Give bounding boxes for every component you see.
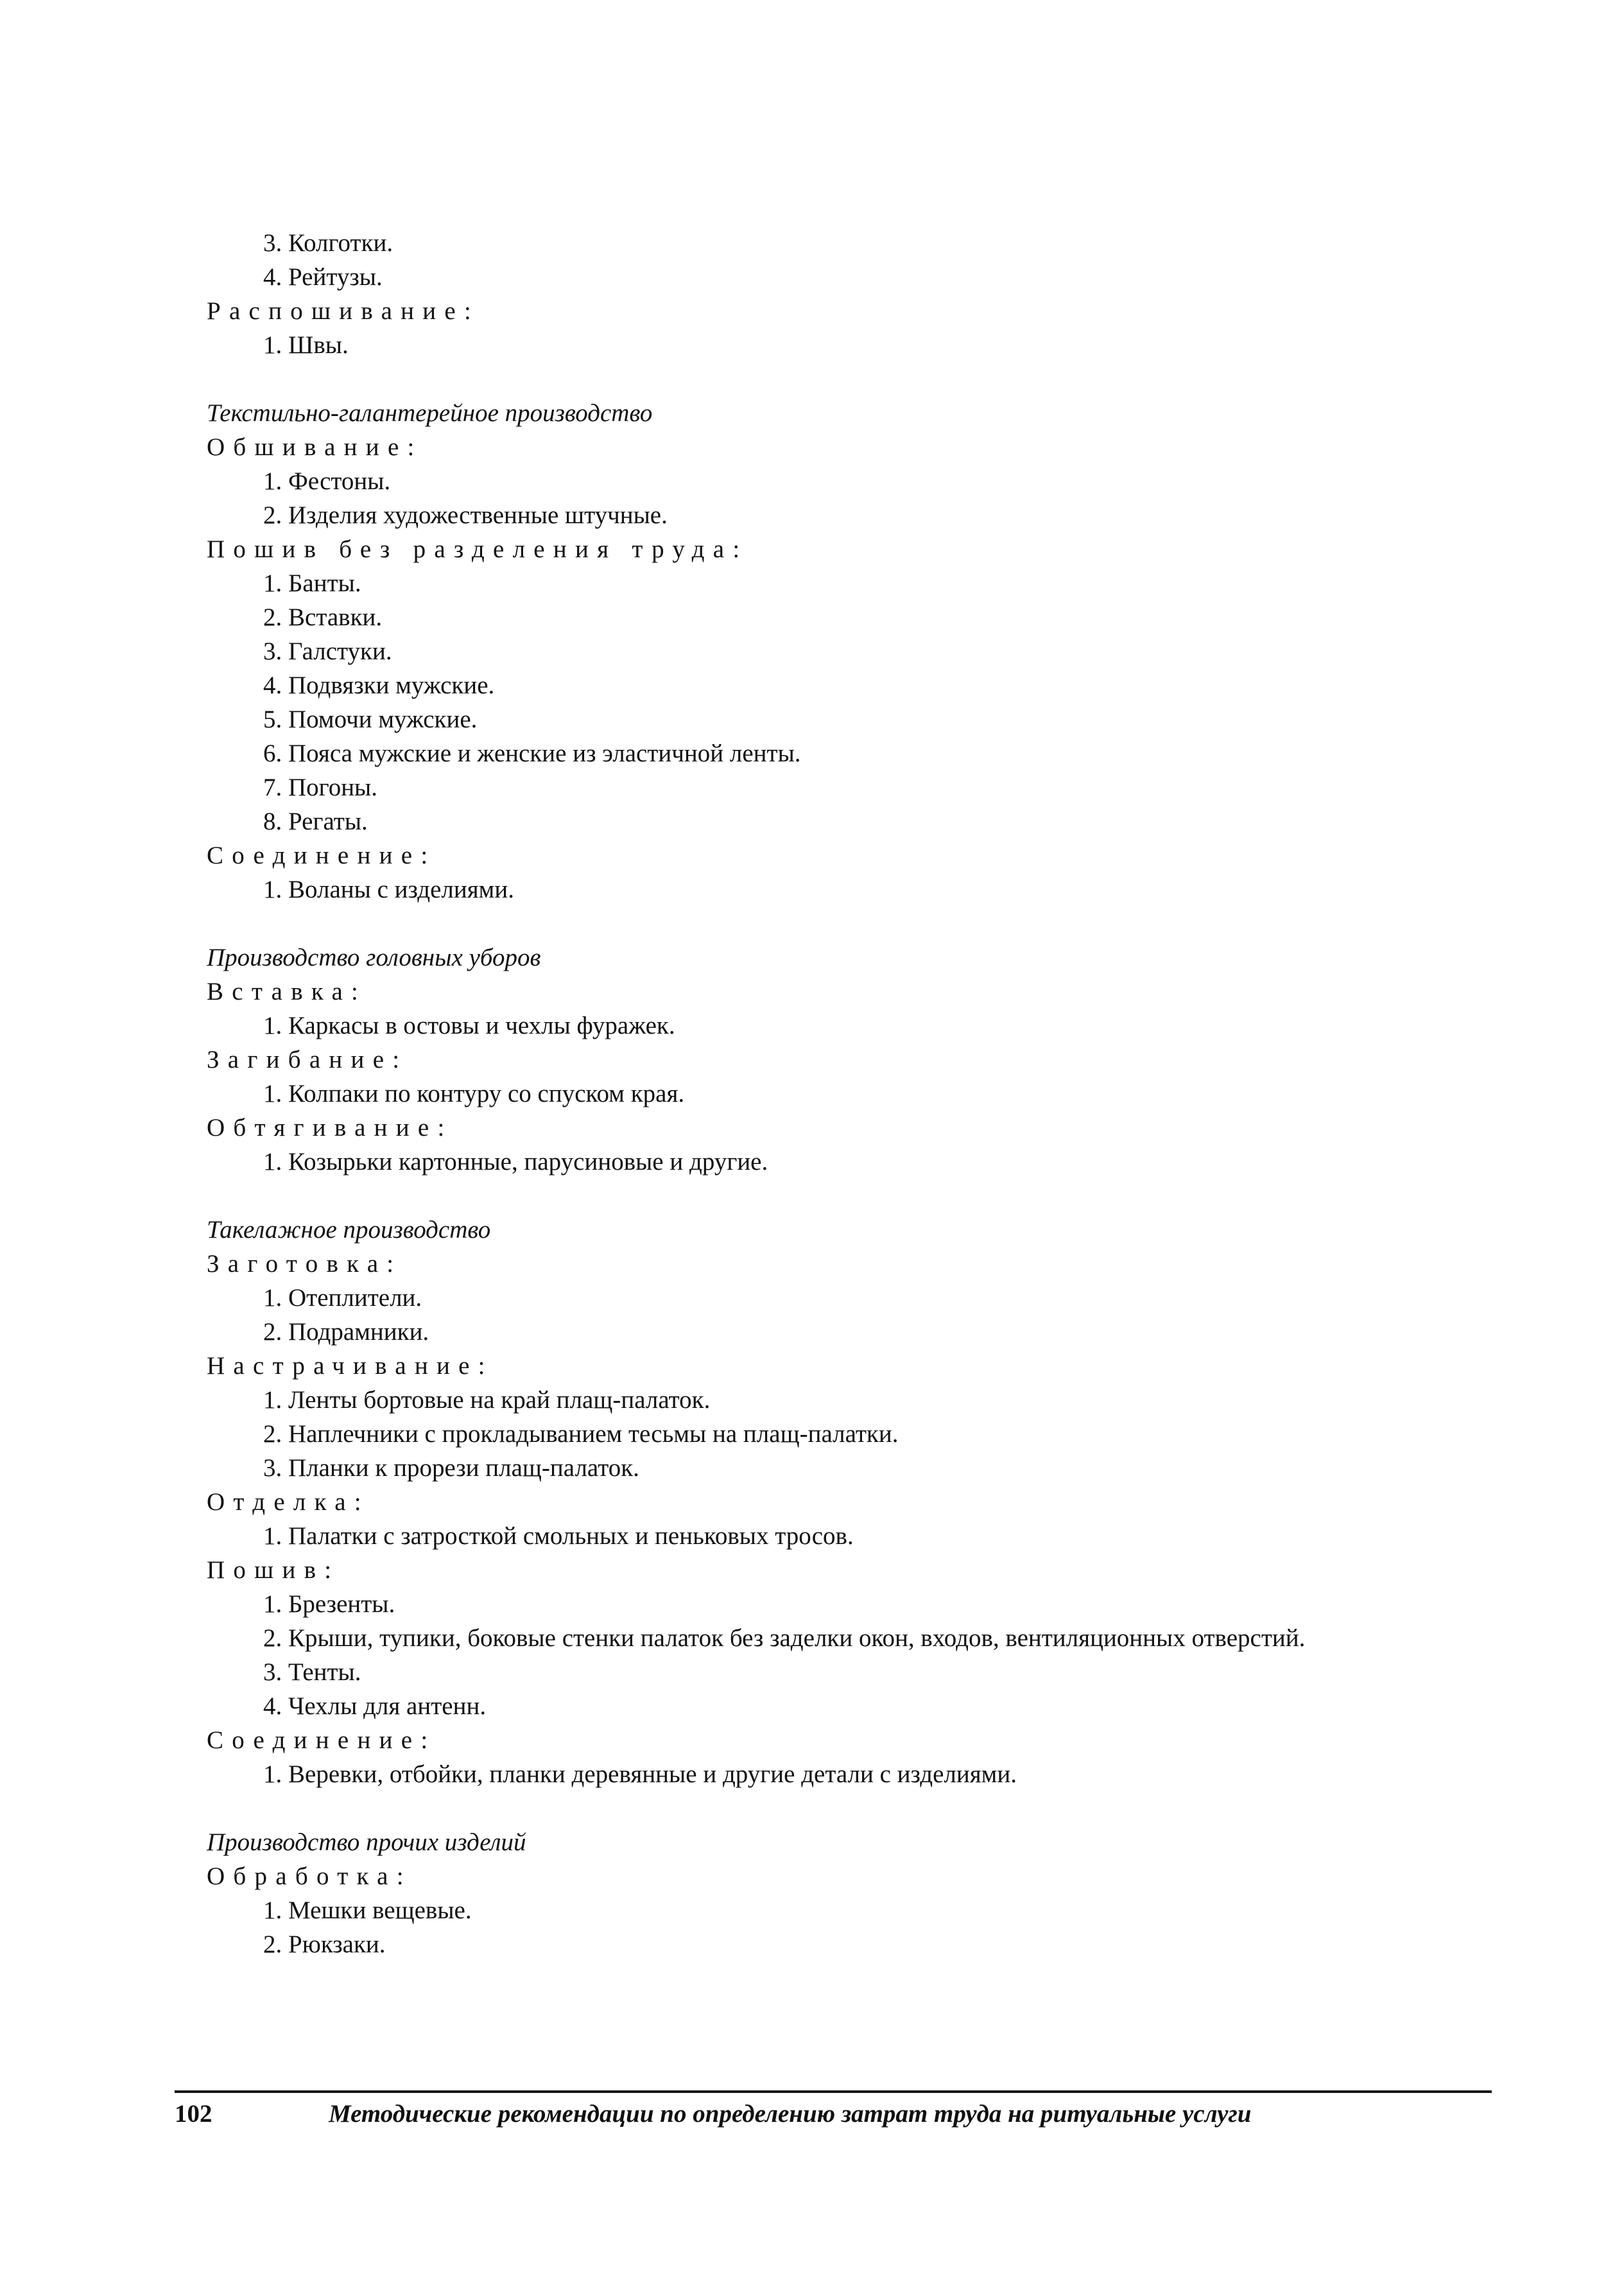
section-other-products bbox=[207, 1825, 1481, 1961]
operation-heading: Соединение: bbox=[207, 1726, 436, 1754]
list-item: 8. Регаты. bbox=[263, 808, 368, 835]
section-title: Такелажное производство bbox=[207, 1216, 491, 1244]
list-item: 1. Мешки вещевые. bbox=[263, 1896, 472, 1924]
list-item: 1. Палатки с затросткой смольных и пеньковых тросов. bbox=[263, 1522, 854, 1550]
list-item: 4. Подвязки мужские. bbox=[263, 672, 495, 699]
operation-heading: Вставка: bbox=[207, 978, 367, 1005]
section-rigging bbox=[207, 1213, 1481, 1791]
section-title: Производство прочих изделий bbox=[207, 1828, 526, 1856]
page-number: 102 bbox=[175, 2100, 212, 2128]
list-item: 1. Брезенты. bbox=[263, 1590, 395, 1618]
operation-heading: Распошивание: bbox=[207, 297, 480, 325]
list-item: 1. Банты. bbox=[263, 569, 361, 597]
list-item: 3. Колготки. bbox=[263, 229, 393, 257]
page-content bbox=[207, 226, 1481, 1961]
list-item: 5. Помочи мужские. bbox=[263, 706, 478, 733]
operation-heading: Настрачивание: bbox=[207, 1352, 494, 1380]
list-item: 2. Вставки. bbox=[263, 603, 383, 631]
operation-heading: Пошив без разделения труда: bbox=[207, 535, 748, 563]
operation-heading: Соединение: bbox=[207, 842, 436, 869]
list-item: 1. Каркасы в остовы и чехлы фуражек. bbox=[263, 1012, 675, 1039]
list-item: 2. Изделия художественные штучные. bbox=[263, 501, 668, 529]
list-item-wrapped: 2. Крыши, тупики, боковые стенки палаток без заделки окон, входов, вентиляционных отверстий. bbox=[263, 1624, 1306, 1652]
list-item: 1. Фестоны. bbox=[263, 467, 391, 495]
list-item: 1. Отеплители. bbox=[263, 1284, 422, 1312]
list-item: 6. Пояса мужские и женские из эластичной ленты. bbox=[263, 740, 801, 767]
list-item: 3. Планки к прорези плащ-палаток. bbox=[263, 1454, 639, 1482]
section-title: Текстильно-галантерейное производство bbox=[207, 399, 653, 427]
list-item: 1. Колпаки по контуру со спуском края. bbox=[263, 1080, 685, 1107]
list-item: 4. Рейтузы. bbox=[263, 263, 383, 291]
list-item: 7. Погоны. bbox=[263, 774, 378, 801]
list-item: 1. Швы. bbox=[263, 331, 349, 359]
list-item: 2. Рюкзаки. bbox=[263, 1931, 386, 1958]
section-textile-haberdashery bbox=[207, 396, 1481, 907]
list-item: 3. Тенты. bbox=[263, 1658, 361, 1686]
list-item: 1. Козырьки картонные, парусиновые и другие. bbox=[263, 1148, 768, 1176]
operation-heading: Пошив: bbox=[207, 1556, 340, 1584]
section-headwear bbox=[207, 941, 1481, 1179]
footer-divider bbox=[175, 2090, 1492, 2093]
list-item: 1. Веревки, отбойки, планки деревянные и другие детали с изделиями. bbox=[263, 1760, 1017, 1788]
operation-heading: Отделка: bbox=[207, 1488, 370, 1516]
list-item: 4. Чехлы для антенн. bbox=[263, 1692, 487, 1720]
operation-heading: Загибание: bbox=[207, 1046, 408, 1073]
operation-heading: Обшивание: bbox=[207, 433, 423, 461]
list-item: 2. Наплечники с прокладыванием тесьмы на плащ-палатки. bbox=[263, 1420, 899, 1448]
list-item: 2. Подрамники. bbox=[263, 1318, 429, 1346]
list-item: 1. Ленты бортовые на край плащ-палаток. bbox=[263, 1386, 711, 1414]
operation-heading: Обработка: bbox=[207, 1862, 412, 1890]
operation-heading: Заготовка: bbox=[207, 1250, 402, 1278]
section-title: Производство головных уборов bbox=[207, 944, 541, 971]
list-item: 3. Галстуки. bbox=[263, 638, 392, 665]
list-item: 1. Воланы с изделиями. bbox=[263, 876, 514, 903]
running-title: Методические рекомендации по определению затрат труда на ритуальные услуги bbox=[329, 2100, 1252, 2128]
continuation-block bbox=[207, 226, 1481, 362]
operation-heading: Обтягивание: bbox=[207, 1114, 453, 1141]
